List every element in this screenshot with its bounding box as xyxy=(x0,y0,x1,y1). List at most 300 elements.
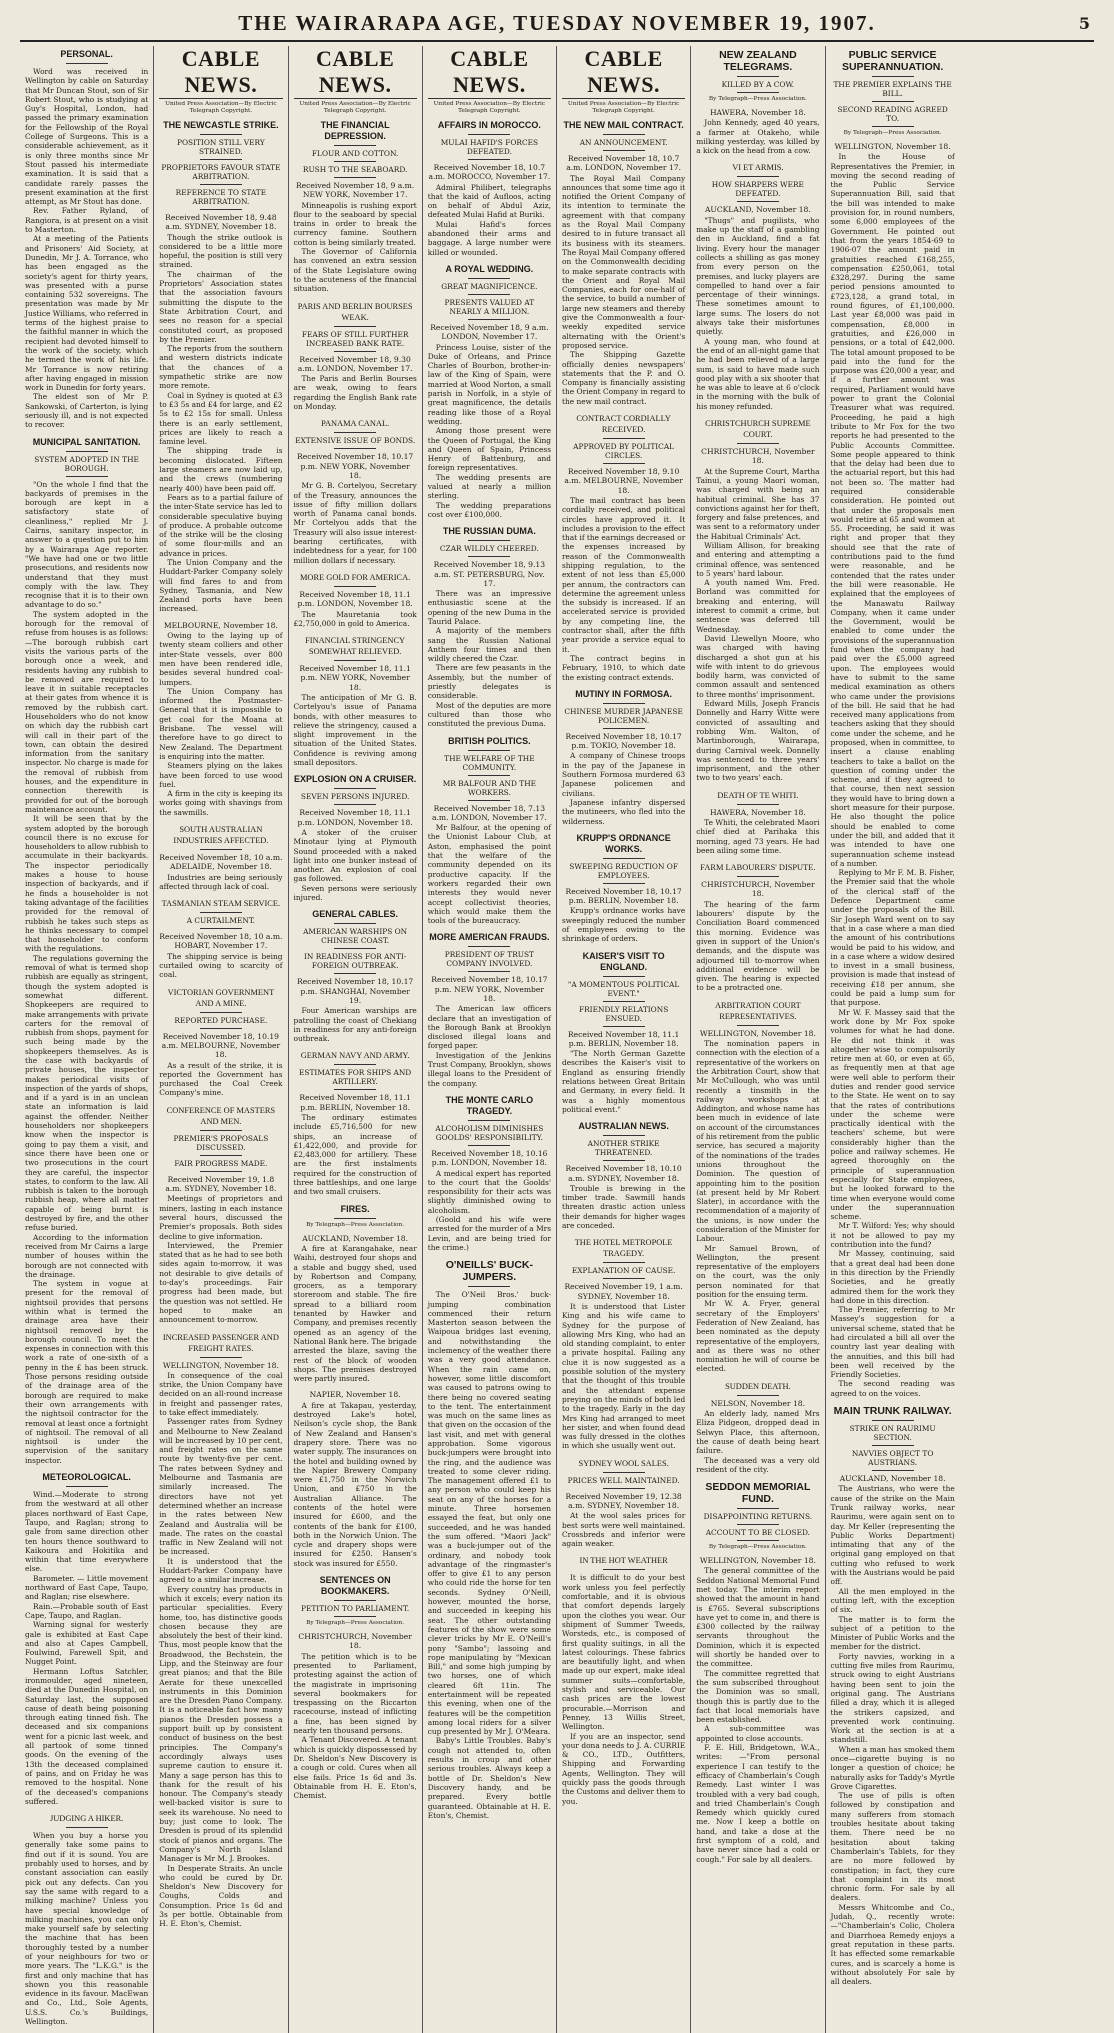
paragraph: Trouble is brewing in the timber trade. Sawmill hands threaten drastic action unless their demands for higher wages are conceded. xyxy=(562,1183,686,1231)
article-body xyxy=(294,1113,417,1197)
headline-rule xyxy=(334,1616,376,1617)
article-body xyxy=(159,1061,282,1098)
paragraph: The deceased was a very old resident of the city. xyxy=(696,1455,820,1474)
article-body xyxy=(696,467,819,783)
paragraph: An elderly lady, named Mrs Eliza Pidgeon, dropped dead in Selwyn Place, this afternoon, the cause of death being heart failure. xyxy=(696,1409,820,1456)
article-headline: CONTRACT CORDIALLY RECEIVED. xyxy=(576,414,671,435)
press-credit: By Telegraph—Press Association. xyxy=(306,1620,405,1627)
headline-rule xyxy=(200,912,242,913)
dateline: WELLINGTON, November 18. xyxy=(834,142,951,151)
article-headline: CHRISTCHURCH SUPREME COURT. xyxy=(705,419,811,440)
paragraph: Rev. Father Ryland, of Rangiora, is at present on a visit to Masterton. xyxy=(25,206,149,235)
sub-headline: KILLED BY A COW. xyxy=(721,80,795,89)
headline-rule xyxy=(334,804,376,805)
headline-rule xyxy=(468,1120,510,1121)
sub-headline: THE WELFARE OF THE COMMUNITY. xyxy=(444,753,535,772)
headline-rule xyxy=(334,351,376,352)
paragraph: The Union Company has informed the Postmaster-General that it is impossible to get coal for the Moana at Brisbane. The vessel will therefore have to go direct to New Zealand. The Department is enquiring into the matter. xyxy=(159,686,283,761)
headline-rule xyxy=(200,1012,242,1013)
article xyxy=(294,774,417,902)
headline-rule xyxy=(737,876,779,877)
article xyxy=(294,1204,417,1384)
article-headline: DEATH OF TE WHITI. xyxy=(717,790,799,800)
paragraph: The Paris and Berlin Bourses are weak, owing to fears regarding the English Bank rate on Monday. xyxy=(293,374,417,412)
paragraph: Every country has products in which it excels; every nation its particular specialities. Every home, too, has distinctive goods chosen because they are absolutely the best of their kind. Thus, most people know that the Broadwood, the Bechstein, the Lipp, and the Steinway are four great pianos; and that the Bile Aerate for these unexcelled instruments in this Dominion are the Dresden Piano Company. It is a noticeable fact how many pianos the Dresden possess a support built up by consistent conduct of business on the best principles. The Company's accordingly always uses supreme caution to ensure it. Many a sage person has this to thank for the result of his honour. The Company's steady well-backed visitor is sure to seek its warehouse. No need to buy; just come to look. The Dresden is proud of its splendid stock of pianos and organs. The Company's North Island Manager is Mr M. J. Brookes. xyxy=(159,1584,283,1864)
dateline: Received November 18, 10.16 p.m. LONDON, November 18. xyxy=(431,1148,548,1168)
article xyxy=(25,1472,148,1806)
article xyxy=(428,736,551,926)
headline-rule xyxy=(200,1028,242,1029)
article xyxy=(562,689,685,826)
paragraph: It is understood that the Huddart-Parker Company have agreed to a similar increase. xyxy=(159,1556,283,1585)
article-headline: THE RUSSIAN DUMA. xyxy=(442,526,536,537)
column-6 xyxy=(691,46,825,2033)
article-headline: EXPLOSION ON A CRUISER. xyxy=(293,774,417,785)
cable-news-banner: CABLE NEWS. xyxy=(294,46,417,99)
paragraph: "The North German Gazette describes the Kaiser's visit to England as ensuring friendly relations between Great Britain and Germany, in every field. It was a highly momentous political event." xyxy=(562,1049,686,1114)
dateline: NELSON, November 18. xyxy=(710,1398,806,1408)
article-body xyxy=(696,118,819,155)
headline-rule xyxy=(334,586,376,587)
article-body xyxy=(25,1831,148,2026)
article-body xyxy=(562,1184,685,1230)
paragraph: All the men employed in the cutting left, with the exception of six. xyxy=(830,1586,955,1615)
cable-news-banner: CABLE NEWS. xyxy=(159,46,282,99)
press-credit: United Press Association—By Electric Telegraph Copyright. xyxy=(433,101,546,114)
article-body xyxy=(831,152,955,1398)
dateline: MELBOURNE, November 18. xyxy=(163,620,278,630)
headline-rule xyxy=(334,432,376,433)
paragraph: A youth named Wm. Fred. Borland was committed for breaking and entering, will interest to commit a crime, but sentence was deferred till Wednesday. xyxy=(696,578,820,634)
sub-headline: GREAT MAGNIFICENCE. xyxy=(441,281,538,291)
press-credit: United Press Association—By Electric Telegraph Copyright. xyxy=(165,101,277,114)
headline-rule xyxy=(468,319,510,320)
article-headline: FINANCIAL STRINGENCY SOMEWHAT RELIEVED. xyxy=(305,636,406,657)
article-headline: THE NEWCASTLE STRIKE. xyxy=(163,120,279,130)
paragraph: Edward Mills, Joseph Francis Donnelly and Harry Witte were convicted of assaulting and robbing Wm. Walton, of Martinborough, Wairarapa, during Carnival week. Donnelly was sentenced to three years' imprisonment, and the other two to two years' each. xyxy=(696,699,820,783)
article-body xyxy=(428,1169,551,1253)
paragraph: The Austrians, who were the cause of the strike on the Main Trunk railway works, near Raurimu, were again sent on to day. Mr Keller (representing the Public Works Department) intimating that any of the original gang employed on that cutting who refused to work with the Austrians would be paid off. xyxy=(830,1484,955,1587)
headline-rule xyxy=(737,76,779,77)
article-headline: INCREASED PASSENGER AND FREIGHT RATES. xyxy=(162,1332,279,1353)
paragraph: (Goold and his wife were arrested for the murder of a Mrs Levin, and are being tried for the crime.) xyxy=(427,1215,551,1252)
article xyxy=(562,833,685,944)
article-headline: MORE GOLD FOR AMERICA. xyxy=(299,572,411,582)
paragraph: A sub-committee was appointed to close accounts. xyxy=(696,1724,820,1743)
headline-rule xyxy=(737,1508,779,1509)
dateline: Received November 18, 10.17 p.m. SHANGHAI, November 19. xyxy=(296,977,414,1005)
dateline: Received November 18, 9.10 a.m. MELBOURNE, November 18. xyxy=(564,467,683,495)
article xyxy=(831,1405,955,1986)
cable-news-banner: CABLE NEWS. xyxy=(562,46,685,99)
article xyxy=(831,49,955,1398)
headline-rule xyxy=(603,1488,645,1489)
sub-headline: ESTIMATES FOR SHIPS AND ARTILLERY. xyxy=(299,1068,412,1087)
article-body xyxy=(562,906,685,943)
article-headline: JUDGING A HIKER. xyxy=(49,1814,124,1824)
column-2 xyxy=(154,46,288,2033)
sub-headline: ALCOHOLISM DIMINISHES GOOLDS' RESPONSIBILITY. xyxy=(435,1123,544,1142)
article-headline: PANAMA CANAL. xyxy=(321,419,390,429)
article-body xyxy=(159,952,282,980)
dateline: Received November 18, 11.1 p.m. NEW YORK, November 18. xyxy=(299,664,411,692)
article-body xyxy=(696,818,819,855)
article-headline: FIRES. xyxy=(340,1203,370,1214)
article xyxy=(696,862,819,993)
headline-rule xyxy=(872,1470,914,1471)
article-body xyxy=(294,481,417,565)
article xyxy=(428,120,551,257)
headline-rule xyxy=(468,800,510,801)
dateline: Received November 18, 10.17 p.m. BERLIN, November 18. xyxy=(565,886,682,906)
article-body xyxy=(562,1511,685,1548)
article xyxy=(428,526,551,728)
headline-rule xyxy=(468,159,510,160)
paragraph: The system in vogue at present for the removal of nightsoil provides that persons within what is termed the drainage area have their nightsoil removed by the borough council. To meet the expenses in connection with this work a rate of one-sixth of a penny in the £ has been struck. Those persons residing outside of the drainage area of the borough are required to make their own arrangements with the nightsoil contractor for the removal at least once a fortnight of nightsoil. The removal of all nightsoil is under the supervision of the sanitary inspector. xyxy=(25,1279,149,1465)
paragraph: The matter is to form the subject of a petition to the Minister of Public Works and the member for the district. xyxy=(830,1614,955,1652)
article-headline: ARBITRATION COURT REPRESENTATIVES. xyxy=(714,1000,801,1021)
article-headline: PUBLIC SERVICE SUPERANNUATION. xyxy=(841,49,944,73)
paragraph: Fears as to a partial failure of the inter-State service has led to considerable speculative buying of produce. A probable outcome of the strike will be the closing of some flour-mills and an advance in prices. xyxy=(159,492,283,558)
paragraph: Word was received in Wellington by cable on Saturday that Mr Duncan Stout, son of Sir Robert Stout, who is studying at Guy's Hospital, London, had passed the primary examination for the Fellowship of the Royal College of Surgeons. This is a considerable achievement, as it is only three months since Mr Stout passed his intermediate examination. It is said that a candidate rarely passes the present examination at the first attempt, as Mr Stout has done. xyxy=(25,67,149,207)
press-credit: By Telegraph—Press Association. xyxy=(843,130,942,136)
headline-rule xyxy=(603,703,645,704)
sub-headline: SEVEN PERSONS INJURED. xyxy=(300,792,410,802)
headline-rule xyxy=(66,1827,108,1828)
headline-rule xyxy=(872,101,914,102)
dateline: CHRISTCHURCH, November 18. xyxy=(298,1632,412,1651)
paragraph: It is difficult to do your best work unless you feel perfectly comfortable, and it is obvious that comfort depends largely upon the clothes you wear. Our shipment of Summer Tweeds, Worsteds, etc., is composed of first quality suitings, in all the latest colourings. These fabrics are beautifully light, and when made up our expert, make ideal summer suits—comfortable, stylish and serviceable. Our cash prices are the lowest procurable.—Morrison and Penney, 13 Willis Street, Wellington. xyxy=(562,1573,686,1732)
article-headline: SUDDEN DEATH. xyxy=(725,1381,791,1391)
dateline: Received November 18, 10 a.m. ADELAIDE, November 18. xyxy=(159,853,283,872)
dateline: Received November 18, 10.7 a.m. LONDON, November 17. xyxy=(566,154,682,173)
sub-headline: FAIR PROGRESS MADE. xyxy=(174,1158,268,1168)
article xyxy=(159,987,282,1098)
paragraph: The wedding preparations cost over £100,000. xyxy=(427,500,551,519)
article-headline: SOUTH AUSTRALIAN INDUSTRIES AFFECTED. xyxy=(173,825,269,845)
headline-rule xyxy=(737,1025,779,1026)
sub-headline: APPROVED BY POLITICAL CIRCLES. xyxy=(573,442,675,461)
article-headline: GENERAL CABLES. xyxy=(312,909,399,920)
article-headline: SEDDON MEMORIAL FUND. xyxy=(705,1481,811,1506)
article-body xyxy=(294,1006,417,1043)
sub-headline: FRIENDLY RELATIONS ENSUED. xyxy=(578,1004,669,1023)
article xyxy=(428,932,551,1088)
headline-rule xyxy=(603,1026,645,1027)
article-headline: THE MONTE CARLO TRAGEDY. xyxy=(445,1094,534,1116)
headline-rule xyxy=(334,1064,376,1065)
article xyxy=(159,1105,282,1325)
paragraph: In consequence of the coal strike, the Union Company have decided on an all-round increase in freight and passenger rates, to take effect immediately. xyxy=(159,1370,283,1417)
headline-rule xyxy=(334,973,376,974)
sub-headline: REPORTED PURCHASE. xyxy=(174,1015,268,1025)
article-headline: FARM LABOURERS' DISPUTE. xyxy=(700,863,816,873)
press-credit: By Telegraph—Press Association. xyxy=(708,96,807,102)
paragraph: When you buy a horse you generally take some pains to find out if it is sound. You are probably used to horses, and by constant association can easily pick out any defects. Can you say the same with regard to a milking machine? Unless you have special knowledge of milking machines, you can only make yourself safe by selecting the machine that has been thoroughly tested by a number of your neighbours for two or more years. The "L.K.G." is the first and only machine that has shown you this reasonable evidence in its favour. MacEwan and Co., Ltd., Sole Agents, U.S.S. Co.'s Buildings, Wellington. xyxy=(25,1831,149,2027)
paragraph: The system adopted in the borough for the removal of refuse from houses is as follows:—The borough rubbish cart visits the various parts of the borough once a week, and residents having any rubbish to be removed are required to leave it in suitable receptacles at their gates from whence it is removed by the rubbish cart. Householders who do not know on which day the rubbish cart will call in their part of the town, can obtain the desired information from the sanitary inspector. No charge is made for the removal of rubbish from houses, and the expenditure in connection therewith is provided for out of the borough maintenance account. xyxy=(25,609,149,814)
dateline: Received November 18, 10.17 p.m. TOKIO, November 18. xyxy=(565,731,682,751)
headline-rule xyxy=(468,556,510,557)
headline-rule xyxy=(603,463,645,464)
paragraph: Te Whiti, the celebrated Maori chief died at Parihaka this morning, aged 73 years. He had been ailing some time. xyxy=(696,818,820,855)
article xyxy=(159,898,282,979)
article-headline: THE HOTEL METROPOLE TRAGEDY. xyxy=(574,1238,673,1259)
paragraph: The general committee of the Seddon National Memorial Fund met today. The interim report showed that the amount in hand is £765. Several subscriptions have yet to come in, and there is £300 collected by the railway servants throughout the Dominion, which it is expected will shortly be handed over to the committee. xyxy=(696,1566,820,1669)
dateline: Received November 18, 9 a.m. NEW YORK, November 17. xyxy=(295,181,415,200)
article-body xyxy=(159,873,282,892)
paragraph: Forty navvies, working in a cutting five miles from Raurimu, struck owing to eight Austrians having been sent to join the original gang. The Austrians filled a dray, which it is alleged the strikers capsized, and prevented work continuing. Work at the section is at a standstill. xyxy=(830,1651,955,1745)
article-headline: SYDNEY WOOL SALES. xyxy=(578,1458,669,1468)
paragraph: The Royal Mail Company announces that some time ago it notified the Orient Company of its intention to terminate the agreement with that company as the Royal Mail Company desired to in future transact all its business with its steamers. The Royal Mail Company offered on the Commonwealth deciding to make separate contracts with the Orient and Royal Mail Companies, each for one-half of the service, to build a number of large new steamers and thereby give the Commonwealth a four-weekly expedited service alternating with the Orient's proposed service. xyxy=(562,173,686,350)
paragraph: Wind.—Moderate to strong from the westward at all other places northward of East Cape, Taupo, and Raglan; strong to gale from same direction other ten hours thence southward to Kaikoura and Hokitika and within that time everywhere else. xyxy=(25,1490,149,1574)
article xyxy=(159,621,282,817)
paragraph: Replying to Mr F. M. B. Fisher, the Premier said that the whole of the clerical staff of the Defence Department came under the proposals of the Bill. Sir Joseph Ward went on to say that in a case where a man died the amount of his contributions would be paid to his widow, and in a case where a widow desired to invest in a small business, provision is made that instead of receiving £18 per annum, she could be paid a lump sum for that purpose. xyxy=(830,868,955,1008)
headline-rule xyxy=(872,1420,914,1421)
article-body xyxy=(428,1290,551,1820)
article xyxy=(25,437,148,1465)
article-body xyxy=(294,693,417,767)
sub-headline: AN ANNOUNCEMENT. xyxy=(579,138,668,147)
paragraph: Rain.—Probable south of East Cape, Taupo, and Raglan. xyxy=(25,1601,149,1620)
article-body xyxy=(562,1302,685,1451)
sub-headline: CHINESE MURDER JAPANESE POLICEMEN. xyxy=(564,706,683,725)
headline-rule xyxy=(603,728,645,729)
headline-rule xyxy=(334,1218,376,1219)
article-body xyxy=(696,1409,819,1474)
sub-headline: FLOUR AND COTTON. xyxy=(311,149,399,158)
sub-headline: MR BALFOUR AND THE WORKERS. xyxy=(442,778,537,797)
article-body xyxy=(831,1484,955,1986)
dateline: Received November 18, 10 a.m. HOBART, November 17. xyxy=(159,932,283,951)
dateline: Received November 18, 11.1 p.m. BERLIN, November 18. xyxy=(567,1029,680,1048)
article xyxy=(696,418,819,783)
headline-rule xyxy=(468,946,510,947)
headline-rule xyxy=(603,438,645,439)
page-number: 5 xyxy=(1078,14,1090,33)
headline-rule xyxy=(334,448,376,449)
paragraph: Among those present were the Queen of Portugal, the King and Queen of Spain, Princess Henry of Battenburg, and foreign representatives. xyxy=(427,426,551,473)
sub-headline: POSITION STILL VERY STRAINED. xyxy=(176,138,265,156)
dateline: Received November 18, 11.1 p.m. BERLIN, November 18. xyxy=(299,1093,411,1112)
article-body xyxy=(428,1004,551,1088)
dateline: WELLINGTON, November 18. xyxy=(699,1556,816,1566)
article-headline: KAISER'S VISIT TO ENGLAND. xyxy=(582,950,665,972)
article-headline: CONFERENCE OF MASTERS AND MEN. xyxy=(166,1105,276,1126)
sub-headline: PROPRIETORS FAVOUR STATE ARBITRATION. xyxy=(161,163,281,181)
paragraph: Meetings of proprietors and miners, lasting in each instance several hours, discussed the Premier's proposals. Both sides decline to give information. xyxy=(159,1194,283,1241)
headline-rule xyxy=(200,849,242,850)
article xyxy=(696,1000,819,1374)
paragraph: The O'Neil Bros.' buck-jumping combination commenced their return Masterton season between the Waipoua bridges last evening, and notwithstanding the inclemency of the weather there was a very good attendance. When the rain came on, however, some little discomfort was caused to patrons owing to there being no covered seating to the tent. The entertainment was much on the same lines as that given on the occasion of the last visit, and met with general approbation. Some vigorous buck-jumpers were brought into the ring, and the audience was treated to some clever riding. The management offered £1 to any person who could keep his seat on any of the horses for a minute. Three horsemen essayed the feat, but only one succeeded, and he was handed the sum offered. "Maori Jack" was a buck-jumper out of the ordinary, and nobody took advantage of the ringmaster's offer to give £1 to any person who could ride the horse for ten seconds. Sydney O'Neill, however, mounted the horse, and succeeded in keeping his seat. The other outstanding features of the show were some clever tricks by Mr E. O'Neill's pony "Sambo"; lassoing and rope manipulating by "Mexican Bill," and some high jumping by two horses, one of which cleared 6ft 11in. The entertainment will be repeated this evening, when one of the features will be the competition among local riders for a silver cup presented by Mr J. O'Meara. xyxy=(427,1290,551,1737)
headline-rule xyxy=(737,201,779,202)
dateline: AUCKLAND, November 18. xyxy=(839,1474,946,1484)
sub-headline: ANOTHER STRIKE THREATENED. xyxy=(587,1139,660,1158)
paragraph: The Mauretania took £2,750,000 in gold to America. xyxy=(293,609,417,628)
sub-headline: PRICES WELL MAINTAINED. xyxy=(567,1475,680,1485)
dateline: Received November 19, 1.8 a.m. SYDNEY, November 18. xyxy=(165,1174,277,1194)
sub-headline: ACCOUNT TO BE CLOSED. xyxy=(705,1528,811,1538)
paragraph: A fire at Takapau, yesterday, destroyed Lake's hotel, Neilson's cycle shop, the Bank of New Zealand and Hansen's drapery store. There was no water supply. The insurances on the hotel and building owned by the Napier Brewery Company were £1,750 in the Norwich Union, and £750 in the Australian Alliance. The contents of the hotel were insured for £600, and the contents of the bank for £100, both in the Norwich Union. The cycle and drapery shops were insured for £250. Hansen's stock was insured for £550. xyxy=(293,1400,417,1568)
headline-rule xyxy=(468,540,510,541)
article-headline: VICTORIAN GOVERNMENT AND A MINE. xyxy=(167,987,275,1008)
article-headline: AFFAIRS IN MOROCCO. xyxy=(437,120,541,130)
headline-rule xyxy=(200,134,242,135)
sub-headline: CZAR WILDLY CHEERED. xyxy=(439,544,539,554)
article-headline: MORE AMERICAN FRAUDS. xyxy=(429,932,550,943)
paragraph: The hearing of the farm labourers' dispute by the Conciliation Board commenced this morning. Evidence was given in support of the Union's demands, and the dispute was adjourned till to-morrow when additional evidence will be given. The hearing is expected to be a protracted one. xyxy=(696,899,820,993)
article xyxy=(562,1555,685,1805)
headline-rule xyxy=(603,1135,645,1136)
sub-headline: NAVVIES OBJECT TO AUSTRIANS. xyxy=(851,1449,934,1468)
article xyxy=(696,49,819,155)
column-4 xyxy=(423,46,557,2033)
article-body xyxy=(159,233,282,614)
paragraph: A majority of the members sang the Russian National Anthem four times and then wildly cheered the Czar. xyxy=(427,626,551,664)
headline-rule xyxy=(603,1569,645,1570)
headline-rule xyxy=(334,326,376,327)
headline-rule xyxy=(468,134,510,135)
paragraph: Industries are being seriously affected through lack of coal. xyxy=(159,872,283,891)
article-headline: GERMAN NAVY AND ARMY. xyxy=(300,1051,410,1061)
article-body xyxy=(294,1244,417,1383)
paragraph: The Governor of California has convened an extra session of the State Legislature owing to the acuteness of the financial situation. xyxy=(293,247,417,294)
paragraph: A company of Chinese troops in the pay of the Japanese in Southern Formosa murdered 63 Japanese policemen and civilians. xyxy=(562,751,686,798)
article-headline: AUSTRALIAN NEWS. xyxy=(578,1121,669,1132)
paragraph: At the Supreme Court, Martha Tainui, a young Maori woman, was charged with being an habitual criminal. She has 37 convictions against her for theft, forgery and false pretences, and was sent to a reformatory under the Habitual Criminals' Act. xyxy=(696,466,820,541)
dateline: HAWERA, November 18. xyxy=(709,108,806,117)
headline-rule xyxy=(872,76,914,77)
paragraph: Mr T. Wilford: Yes; why should it not be allowed to pay my contribution into the fund? xyxy=(830,1221,955,1250)
paragraph: The ordinary estimates include £5,716,500 for new ships, an increase of £1,422,000, and provide for £2,483,000 for artillery. These are the first instalments required for the construction of three battleships, and one large and two small cruisers. xyxy=(293,1113,417,1197)
article-headline: TASMANIAN STEAM SERVICE. xyxy=(161,899,281,909)
paragraph: The nomination papers in connection with the election of a representative of the workers on the Arbitration Court, show that Mr McCullough, who was until recently a tinsmith in the railway workshops at Addington, and whose name has been much in evidence of late on account of the circumstances of his retirement from the public service, has secured a majority of the nominations of the trades unions throughout the Dominion. The question of appointing him to the position (at present held by Mr Robert Slater), in accordance with the recommendation of a majority of the unions, is now under the consideration of the Minister for Labour. xyxy=(696,1039,820,1244)
sub-headline: SWEEPING REDUCTION OF EMPLOYEES. xyxy=(569,861,678,880)
press-credit: By Telegraph—Press Association. xyxy=(708,1544,807,1551)
dateline: Received November 18, 9.13 a.m. ST. PETERSBURG, Nov. 17. xyxy=(433,560,546,588)
dateline: Received November 18, 9.30 a.m. LONDON, November 17. xyxy=(297,354,413,373)
paragraph: There are few peasants in the Assembly, but the number of priestly delegates is considerable. xyxy=(427,663,551,701)
article xyxy=(428,264,551,519)
article-body xyxy=(428,183,551,257)
paragraph: If you are an inspector, send your dona needs to J. A. CURRIE & CO., LTD., Outfitters, Shipping and Forwarding Agents, Wellington. They will quickly pass the goods through the Customs and deliver them to you. xyxy=(562,1731,686,1806)
headline-rule xyxy=(737,1540,779,1541)
paragraph: The shipping service is being curtailed owing to scarcity of coal. xyxy=(159,951,283,980)
sub-headline: AMERICAN WARSHIPS ON CHINESE COAST. xyxy=(303,927,408,946)
paragraph: Most of the deputies are more cultured than those who constituted the previous Duma. xyxy=(427,700,551,729)
dateline: HAWERA, November 18. xyxy=(709,807,806,817)
dateline: AUCKLAND, November 18. xyxy=(302,1233,409,1243)
headline-rule xyxy=(468,775,510,776)
article-headline: PARIS AND BERLIN BOURSES WEAK. xyxy=(297,301,413,322)
article-body xyxy=(428,589,551,728)
paragraph: The second reading was agreed to on the voices. xyxy=(830,1379,955,1398)
headline-rule xyxy=(603,1160,645,1161)
article-body xyxy=(696,216,819,411)
paragraph: The Premier, referring to Mr Massey's suggestion for a universal scheme, stated that he had circulated a bill all over the country last year dealing with the annuities, and this bill had been well received by the Friendly Societies. xyxy=(830,1305,955,1380)
headline-rule xyxy=(334,1089,376,1090)
masthead xyxy=(20,6,1094,42)
headline-rule xyxy=(200,1155,242,1156)
dateline: Received November 18, 9 a.m. LONDON, November 17. xyxy=(430,322,549,342)
paragraph: "On the whole I find that the backyards of premises in the borough are kept in a satisfactory state of cleanliness," replied Mr J. Cairns, sanitary inspector, in answer to a question put to him by a Wairarapa Age reporter. "We have had one or two little prosecutions, and residents now understand that they must comply with the law. They recognise that it is to their own advantage to do so." xyxy=(25,479,149,610)
column-5 xyxy=(557,46,691,2033)
article-body xyxy=(562,1573,685,1805)
headline-rule xyxy=(334,1600,376,1601)
article-headline: MUTINY IN FORMOSA. xyxy=(575,688,673,699)
headline-rule xyxy=(468,750,510,751)
dateline: Received November 19, 1 a.m. SYDNEY, November 18. xyxy=(564,1282,683,1301)
article xyxy=(428,1095,551,1252)
article xyxy=(696,162,819,411)
article-body xyxy=(562,496,685,682)
paragraph: Krupp's ordnance works have sweepingly reduced the number of employees owing to the shrinkage of orders. xyxy=(562,906,686,944)
dateline: WELLINGTON, November 18. xyxy=(162,1360,279,1370)
headline-rule xyxy=(603,976,645,977)
article xyxy=(294,418,417,565)
article xyxy=(562,1458,685,1549)
article-headline: METEOROLOGICAL. xyxy=(42,1472,131,1483)
paragraph: At a meeting of the Patients and Prisoners' Aid Society, at Dunedin, Mr J. A. Torrance, who has been engaged as the society's agent for thirty years, was presented with a purse containing 532 sovereigns. The presentation was made by Mr Justice Williams, who referred in terms of the highest praise to the faithful manner in which the recipient had devoted himself to the work of the society, which he termed the work of his life. Mr Torrance is now retiring after having engaged in mission work in Dunedin for forty years. xyxy=(25,234,149,393)
article xyxy=(696,1481,819,1864)
dateline: CHRISTCHURCH, November 18. xyxy=(701,447,815,466)
headline-rule xyxy=(334,177,376,178)
paragraph: The American law officers declare that an investigation of the Borough Bank at Brooklyn disclosed illegal loans and forged paper. xyxy=(427,1004,551,1051)
headline-rule xyxy=(468,1145,510,1146)
dateline: Received November 18, 11.1 p.m. LONDON, November 18. xyxy=(297,589,413,609)
article-headline: THE NEW MAIL CONTRACT. xyxy=(563,120,684,130)
sub-headline: REFERENCE TO STATE ARBITRATION. xyxy=(175,188,267,206)
dateline: Received November 18, 10.7 a.m. MOROCCO, November 17. xyxy=(428,163,551,182)
paragraph: The Shipping Gazette officially denies newspapers' statements that the P. and O. Company is financially assisting the Orient Company in regard to the new mail contract. xyxy=(562,350,686,406)
paragraph: The petition which is to be presented to Parliament, protesting against the action of the magistrate in imprisoning several bookmakers for trespassing on the Riccarton racecourse, instead of inflicting a fine, has been signed by nearly ten thousand persons. xyxy=(293,1651,417,1736)
headline-rule xyxy=(334,948,376,949)
headline-rule xyxy=(334,145,376,146)
paragraph: Hermann Loftus Satchler, ironmoulder, aged nineteen, died at the Dunedin Hospital, on Saturday last, the supposed cause of death being poisoning through eating tinned fish. The deceased and six companions went for a picnic last week, and all partook of some tinned goods. On the evening of the 13th the deceased complained of pains, and on Friday he was removed to the hospital. None of the deceased's companions suffered. xyxy=(25,1666,149,1806)
paragraph: F. E. Hill, Bridgetown, W.A., writes: —"From personal experience I can testify to the efficacy of Chamberlain's Cough Remedy. Last winter I was troubled with a very bad cough, and tried Chamberlain's Cough Remedy which quickly cured me. Now I keep a bottle on hand, and take a dose at the first symptom of a cold, and have never since had a cold or cough." For sale by all dealers. xyxy=(696,1743,820,1864)
paragraph: Minneapolis is rushing export flour to the seaboard by special trains in order to break the currency famine. Southern cotton is being similarly treated. xyxy=(293,200,417,247)
sub-headline: PETITION TO PARLIAMENT. xyxy=(300,1604,410,1614)
paragraph: A young man, who found at the end of an all-night game that he had been relieved of a large sum, is said to have made such good play with a six shooter that he was able to leave at 6 o'clock in the morning with the bulk of his money refunded. xyxy=(696,336,820,411)
headline-rule xyxy=(66,451,108,452)
headline-rule xyxy=(66,476,108,477)
article-body xyxy=(696,1566,819,1864)
article-headline: O'NEILLS' BUCK-JUMPERS. xyxy=(445,1259,533,1284)
article xyxy=(562,1237,685,1450)
article-headline: VI ET ARMIS. xyxy=(732,163,784,173)
article xyxy=(562,413,685,682)
article-headline: MAIN TRUNK RAILWAY. xyxy=(833,1405,952,1418)
sub-headline: SYSTEM ADOPTED IN THE BOROUGH. xyxy=(34,454,139,473)
column-1 xyxy=(20,46,154,2033)
headline-rule xyxy=(468,1286,510,1287)
headline-rule xyxy=(603,1001,645,1002)
article-headline: IN THE HOT WEATHER xyxy=(579,1556,668,1566)
article xyxy=(294,635,417,767)
article-body xyxy=(696,900,819,993)
headline-rule xyxy=(200,184,242,185)
headline-rule xyxy=(468,971,510,972)
dateline: WELLINGTON, November 18. xyxy=(699,1028,816,1038)
article-headline: MUNICIPAL SANITATION. xyxy=(32,436,141,447)
headline-rule xyxy=(200,159,242,160)
headline-rule xyxy=(200,928,242,929)
paragraph: Warning signal for westerly gale is exhibited at East Cape and also at Capes Campbell, Foulwind, Farewell Spit, and Nugget Point. xyxy=(25,1620,149,1667)
paragraph: Four American warships are patrolling the coast of Chekiang in readiness for any anti-foreign outbreak. xyxy=(293,1006,417,1044)
headline-rule xyxy=(603,1278,645,1279)
article xyxy=(294,1050,417,1196)
paragraph: A firm in the city is keeping its works going with shavings from the sawmills. xyxy=(159,789,283,817)
headline-rule xyxy=(468,278,510,279)
